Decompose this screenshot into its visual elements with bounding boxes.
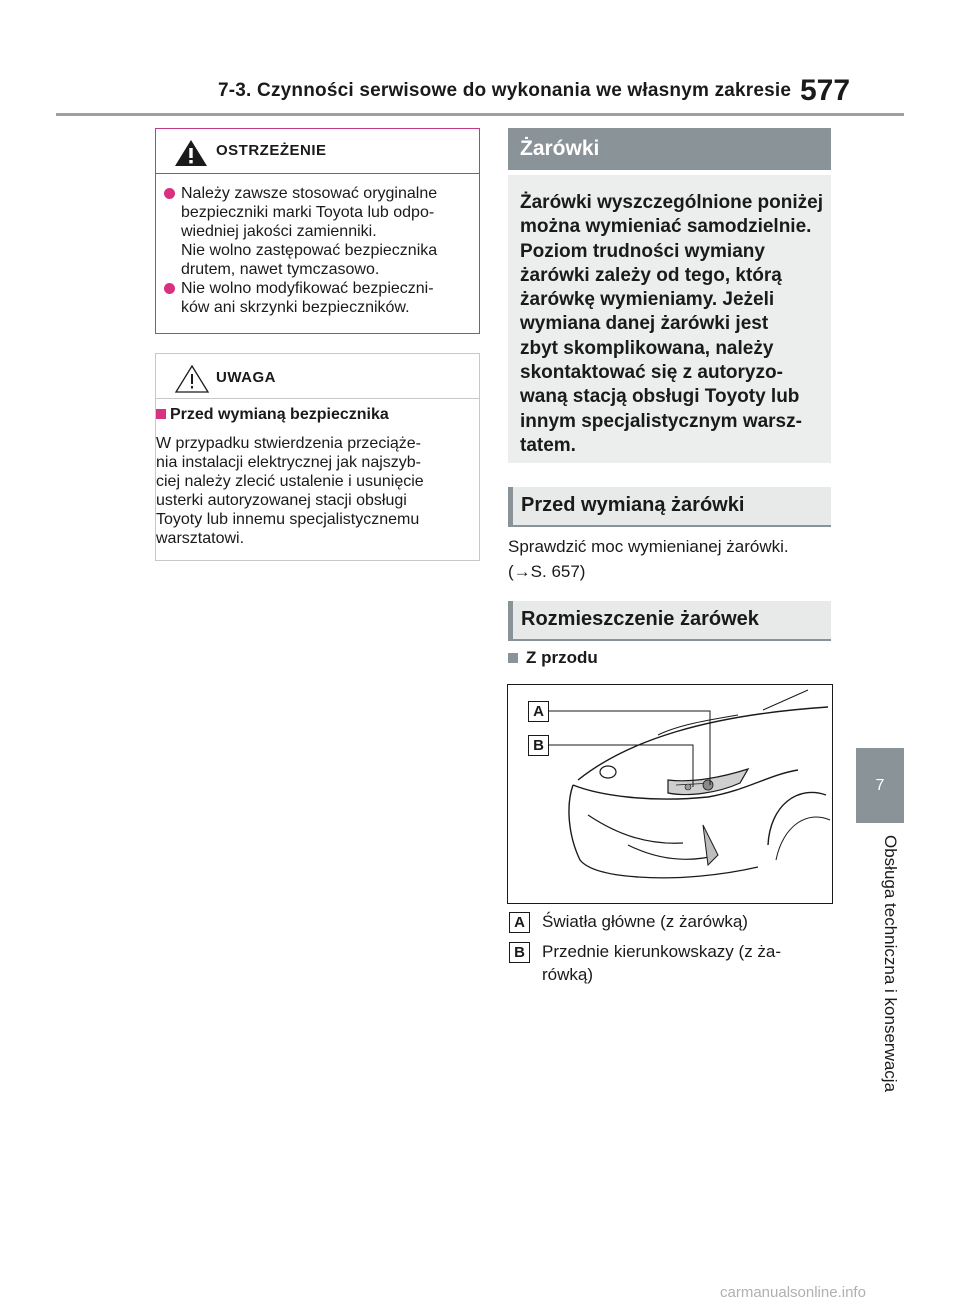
warning-divider [156,173,479,174]
warning-line: Nie wolno modyfikować bezpieczni- [181,280,434,297]
legend-item-b [509,940,839,990]
caution-line: nia instalacji elektrycznej jak najszyb- [156,454,421,471]
warning-line: wiedniej jakości zamienniki. [181,223,377,240]
intro-line: żarówki zależy od tego, którą [520,264,782,286]
intro-text [520,191,825,458]
warning-item [164,184,476,279]
caution-line: ciej należy zlecić ustalenie i usunięcie [156,473,424,490]
intro-line: skontaktować się z autoryzo- [520,362,783,384]
warning-line: Należy zawsze stosować oryginalne [181,185,438,202]
warning-triangle-icon [173,138,209,168]
intro-line: zbyt skomplikowana, należy [520,337,774,359]
subheading-bulb-layout: Rozmieszczenie żarówek [508,601,831,641]
page-reference-link[interactable]: (→S. 657) [508,562,586,581]
intro-line: tatem. [520,434,576,456]
legend-key: B [509,942,530,963]
caution-box [155,353,480,561]
caution-line: usterki autoryzowanej stacji obsługi [156,492,407,509]
warning-item [164,279,476,319]
intro-line: Poziom trudności wymiany [520,240,765,262]
chapter-title-vertical: Obsługa techniczna i konserwacja [881,835,900,1093]
page-number: 577 [800,74,851,107]
warning-line: bezpieczniki marki Toyota lub odpo- [181,204,435,221]
intro-line: żarówkę wymieniamy. Jeżeli [520,289,775,311]
legend-item-a [509,910,839,936]
figure-label-b: B [528,735,549,756]
intro-line: wymiana danej żarówki jest [520,313,769,335]
body-line: Sprawdzić moc wymienianej żarówki. [508,537,789,556]
legend-text: rówką) [542,965,594,984]
intro-line: Żarówki wyszczególnione poniżej [520,192,823,213]
intro-line: innym specjalistycznym warsz- [520,410,802,432]
warning-line: Nie wolno zastępować bezpiecznika [181,242,438,259]
section-header-title: 7-3. Czynności serwisowe do wykonania we własnym zakresie [218,80,792,101]
caution-title: UWAGA [216,369,276,386]
header-rule [56,113,904,116]
caution-body [156,434,476,548]
warning-box [155,128,480,334]
watermark: carmanualsonline.info [720,1284,866,1301]
subheading-before-replacement: Przed wymianą żarówki [508,487,831,527]
square-bullet-icon [156,409,166,419]
bullet-dot-icon [164,188,175,199]
legend-text: Światła główne (z żarówką) [542,912,748,931]
caution-line: Toyoty lub innemu specjalistycznemu [156,511,420,528]
warning-line: ków ani skrzynki bezpieczników. [181,299,410,316]
caution-divider [156,398,479,399]
car-front-illustration [508,685,832,903]
intro-box [508,175,831,463]
intro-line: waną stacją obsługi Toyoty lub [520,386,800,408]
square-bullet-icon [508,653,518,663]
chapter-tab[interactable]: 7 [856,748,904,823]
warning-line: drutem, nawet tymczasowo. [181,261,380,278]
bullet-dot-icon [164,283,175,294]
before-replacement-text [508,534,838,584]
legend-text: Przednie kierunkowskazy (z ża- [542,942,782,961]
caution-subtitle: Przed wymianą bezpiecznika [156,406,389,424]
warning-header [156,129,479,173]
caution-line: warsztatowi. [156,530,245,547]
caution-line: W przypadku stwierdzenia przeciąże- [156,435,421,452]
warning-title: OSTRZEŻENIE [216,142,327,159]
front-bulbs-figure [507,684,833,904]
intro-line: można wymieniać samodzielnie. [520,216,812,238]
front-subtitle: Z przodu [508,648,598,668]
section-heading-bulbs: Żarówki [508,128,831,170]
figure-label-a: A [528,701,549,722]
legend-key: A [509,912,530,933]
caution-triangle-icon [174,364,210,394]
